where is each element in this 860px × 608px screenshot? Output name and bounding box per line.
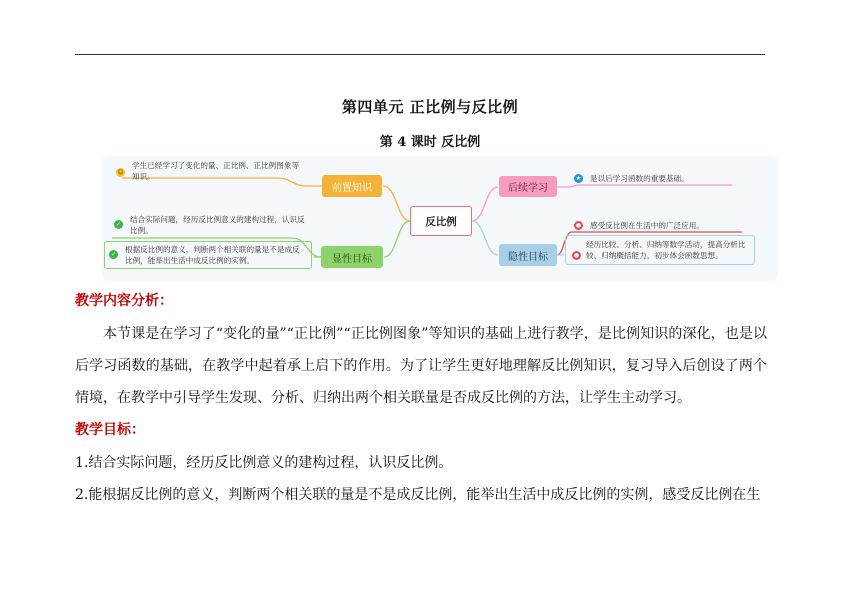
leaf-text: 经历比较、分析、归纳等数学活动，提高分析比较、归纳概括能力，初步体会函数思想。 bbox=[586, 240, 746, 260]
section-heading-content-analysis: 教学内容分析： bbox=[75, 293, 173, 309]
leaf-text: 结合实际问题，经历反比例意义的建构过程，认识反比例。 bbox=[130, 215, 305, 235]
node-prior-knowledge: 前置知识 bbox=[322, 175, 382, 197]
check-icon: ✓ bbox=[110, 251, 117, 258]
header-rule bbox=[75, 54, 765, 55]
unit-title: 第四单元 正比例与反比例 bbox=[341, 98, 519, 116]
flag-icon: ● bbox=[573, 252, 580, 259]
check-icon: ✓ bbox=[115, 221, 122, 228]
node-follow-up: 后续学习 bbox=[499, 176, 557, 197]
leaf-text: 感受反比例在生活中的广泛应用。 bbox=[590, 221, 704, 230]
goal-item-2: 2.能根据反比例的意义，判断两个相关联的量是不是成反比例，能举出生活中成反比例的实例，感受反比例在生 bbox=[75, 487, 761, 503]
connector-center-qianzhi bbox=[383, 186, 410, 221]
connector-houxu-leaf bbox=[557, 185, 732, 187]
leaf-implicit-goal-1 bbox=[572, 220, 762, 231]
flag-icon: ● bbox=[575, 222, 582, 229]
leaf-text: 学生已经学习了变化的量、正比例、正比例图象等知识。 bbox=[132, 161, 300, 181]
star-icon: ★ bbox=[575, 175, 582, 182]
leaf-text: 是以后学习函数的重要基础。 bbox=[590, 174, 689, 183]
node-explicit-goals: 显性目标 bbox=[321, 246, 383, 268]
center-node: 反比例 bbox=[410, 206, 472, 236]
leaf-explicit-goal-2 bbox=[104, 241, 312, 269]
connector-center-xianxing bbox=[384, 221, 410, 257]
leaf-follow-up bbox=[572, 173, 722, 184]
connector-center-houxu bbox=[472, 187, 498, 221]
goal-item-1: 1.结合实际问题，经历反比例意义的建构过程，认识反比例。 bbox=[75, 455, 453, 471]
section-heading-teaching-goals: 教学目标： bbox=[75, 422, 145, 438]
leaf-prior-knowledge bbox=[110, 160, 310, 182]
node-implicit-goals: 隐性目标 bbox=[499, 244, 557, 266]
connector-center-yinxing bbox=[472, 221, 498, 255]
content-analysis-paragraph: 本节课是在学习了“变化的量”“正比例”“正比例图象”等知识的基础上进行教学，是比例知识的深化，也是以后学习函数的基础，在教学中起着承上启下的作用。为了让学生更好地理解反比例知识，复习导入后创设了两个情境，在教学中引导学生发现、分析、归纳出两个相关联量是否成反比例的方法，让学生主动学习。 bbox=[75, 326, 767, 406]
leaf-text: 根据反比例的意义，判断两个相关联的量是不是成反比例，能举出生活中成反比例的实例。 bbox=[125, 245, 300, 265]
leaf-implicit-goal-2 bbox=[565, 235, 755, 265]
mind-map bbox=[102, 156, 778, 281]
lesson-subtitle: 第 4 课时 反比例 bbox=[379, 135, 481, 150]
leaf-explicit-goal-1 bbox=[110, 214, 310, 238]
smile-icon: ☺ bbox=[117, 169, 124, 176]
